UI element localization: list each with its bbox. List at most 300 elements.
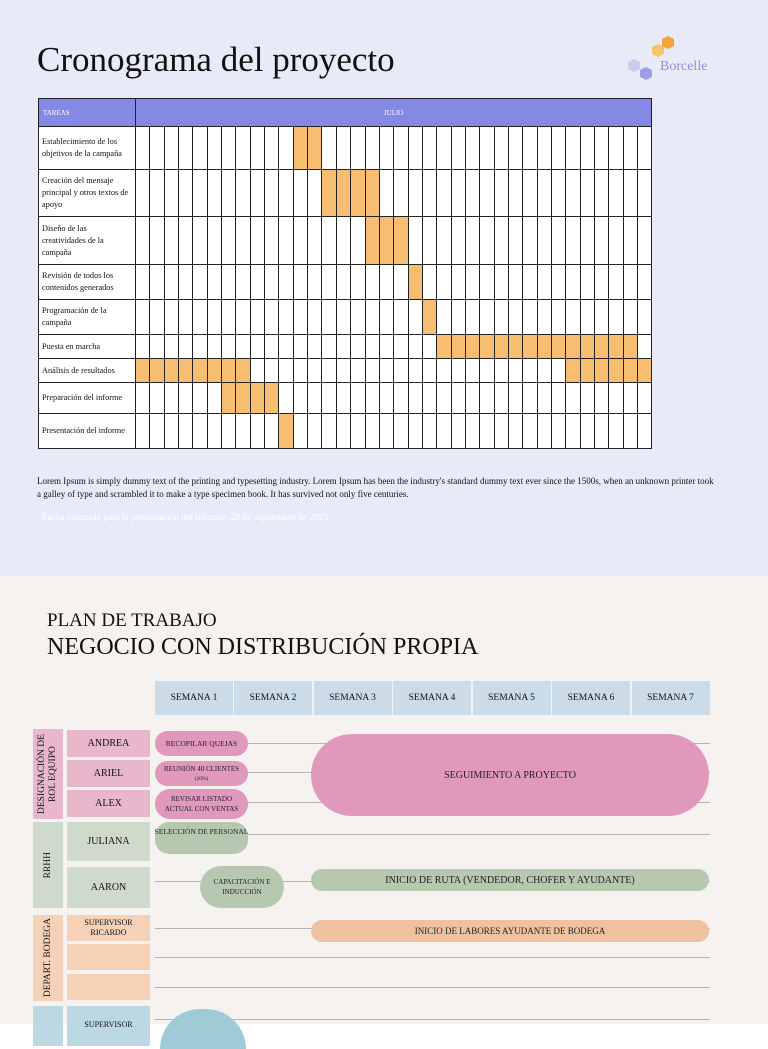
gantt-empty-cell bbox=[279, 265, 293, 300]
gantt-empty-cell bbox=[451, 414, 465, 449]
gantt-empty-cell bbox=[580, 265, 594, 300]
gantt-empty-cell bbox=[394, 265, 408, 300]
person-supervisor-ricardo: SUPERVISOR RICARDO bbox=[67, 915, 150, 941]
gantt-empty-cell bbox=[164, 300, 178, 335]
task-seguimiento-proyecto bbox=[311, 734, 709, 816]
person-andrea: ANDREA bbox=[67, 730, 150, 757]
gantt-bar-cell bbox=[322, 170, 336, 217]
gantt-empty-cell bbox=[236, 265, 250, 300]
gantt-empty-cell bbox=[537, 217, 551, 265]
gantt-empty-cell bbox=[265, 300, 279, 335]
gantt-empty-cell bbox=[279, 359, 293, 383]
gantt-empty-cell bbox=[250, 414, 264, 449]
gantt-empty-cell bbox=[336, 359, 350, 383]
gantt-row bbox=[39, 414, 652, 449]
gantt-empty-cell bbox=[537, 170, 551, 217]
gantt-empty-cell bbox=[136, 170, 150, 217]
task-name: Preparación del informe bbox=[39, 383, 136, 414]
gantt-bar-cell bbox=[408, 265, 422, 300]
gantt-empty-cell bbox=[537, 359, 551, 383]
gantt-empty-cell bbox=[150, 170, 164, 217]
gantt-empty-cell bbox=[179, 383, 193, 414]
gantt-empty-cell bbox=[465, 217, 479, 265]
gantt-empty-cell bbox=[422, 127, 436, 170]
gantt-empty-cell bbox=[365, 383, 379, 414]
gantt-bar-cell bbox=[465, 335, 479, 359]
gantt-bar-cell bbox=[523, 335, 537, 359]
task-label: REVISAR LISTADO ACTUAL CON VENTAS bbox=[164, 795, 239, 813]
week-header: SEMANA 7 bbox=[632, 681, 710, 715]
gantt-empty-cell bbox=[150, 383, 164, 414]
gantt-empty-cell bbox=[265, 414, 279, 449]
gantt-bar-cell bbox=[365, 217, 379, 265]
gantt-empty-cell bbox=[566, 217, 580, 265]
gantt-empty-cell bbox=[164, 217, 178, 265]
gantt-empty-cell bbox=[265, 335, 279, 359]
task-recopilar-quejas bbox=[155, 731, 248, 756]
task-label: SEGUIMIENTO A PROYECTO bbox=[444, 769, 576, 781]
gantt-empty-cell bbox=[351, 359, 365, 383]
page-title: Cronograma del proyecto bbox=[37, 40, 395, 79]
gantt-empty-cell bbox=[279, 335, 293, 359]
gantt-bar-cell bbox=[365, 170, 379, 217]
gantt-empty-cell bbox=[480, 300, 494, 335]
gantt-bar-cell bbox=[623, 335, 637, 359]
gantt-empty-cell bbox=[551, 383, 565, 414]
gantt-empty-cell bbox=[638, 300, 652, 335]
gantt-empty-cell bbox=[193, 335, 207, 359]
gantt-empty-cell bbox=[623, 265, 637, 300]
gantt-empty-cell bbox=[365, 265, 379, 300]
gantt-empty-cell bbox=[537, 383, 551, 414]
gantt-empty-cell bbox=[537, 265, 551, 300]
gantt-empty-cell bbox=[179, 170, 193, 217]
gantt-empty-cell bbox=[279, 170, 293, 217]
gantt-empty-cell bbox=[494, 170, 508, 217]
gantt-empty-cell bbox=[379, 335, 393, 359]
gantt-empty-cell bbox=[408, 170, 422, 217]
gantt-empty-cell bbox=[222, 127, 236, 170]
plan-subtitle: NEGOCIO CON DISTRIBUCIÓN PROPIA bbox=[47, 634, 479, 660]
gantt-empty-cell bbox=[623, 170, 637, 217]
week-header: SEMANA 2 bbox=[234, 681, 312, 715]
gantt-empty-cell bbox=[293, 217, 307, 265]
gantt-bar-cell bbox=[394, 217, 408, 265]
gantt-bar-cell bbox=[279, 414, 293, 449]
gantt-bar-cell bbox=[207, 359, 221, 383]
gantt-empty-cell bbox=[580, 300, 594, 335]
gantt-empty-cell bbox=[422, 265, 436, 300]
gantt-empty-cell bbox=[279, 127, 293, 170]
person-supervisor: SUPERVISOR bbox=[67, 1006, 150, 1046]
gantt-empty-cell bbox=[222, 265, 236, 300]
estimated-date-note: Fecha estimada para la presentación del informe: 29 de septiembre de 2023 bbox=[42, 513, 329, 523]
gantt-empty-cell bbox=[179, 300, 193, 335]
gantt-empty-cell bbox=[293, 414, 307, 449]
task-inicio-ruta bbox=[311, 869, 709, 891]
gantt-empty-cell bbox=[580, 217, 594, 265]
gantt-empty-cell bbox=[308, 414, 322, 449]
gantt-empty-cell bbox=[236, 217, 250, 265]
gantt-empty-cell bbox=[293, 359, 307, 383]
gantt-empty-cell bbox=[537, 127, 551, 170]
gantt-empty-cell bbox=[595, 127, 609, 170]
task-name: Diseño de las creatividades de la campaña bbox=[39, 217, 136, 265]
gantt-empty-cell bbox=[508, 300, 522, 335]
gantt-empty-cell bbox=[623, 300, 637, 335]
gantt-empty-cell bbox=[437, 359, 451, 383]
gantt-empty-cell bbox=[408, 217, 422, 265]
gantt-empty-cell bbox=[136, 383, 150, 414]
task-name: Puesta en marcha bbox=[39, 335, 136, 359]
gantt-empty-cell bbox=[150, 414, 164, 449]
gantt-empty-cell bbox=[523, 414, 537, 449]
gantt-empty-cell bbox=[580, 127, 594, 170]
gantt-empty-cell bbox=[365, 335, 379, 359]
gantt-empty-cell bbox=[351, 300, 365, 335]
gantt-empty-cell bbox=[566, 383, 580, 414]
gantt-bar-cell bbox=[566, 359, 580, 383]
gantt-empty-cell bbox=[379, 300, 393, 335]
group-warehouse bbox=[33, 915, 63, 1001]
gantt-empty-cell bbox=[494, 217, 508, 265]
week-header: SEMANA 4 bbox=[393, 681, 471, 715]
gantt-empty-cell bbox=[222, 414, 236, 449]
gantt-empty-cell bbox=[150, 300, 164, 335]
task-label: INICIO DE RUTA (VENDEDOR, CHOFER Y AYUDANTE) bbox=[385, 874, 635, 886]
gantt-empty-cell bbox=[164, 127, 178, 170]
gantt-empty-cell bbox=[422, 335, 436, 359]
gantt-empty-cell bbox=[638, 383, 652, 414]
gantt-empty-cell bbox=[336, 217, 350, 265]
gantt-empty-cell bbox=[609, 414, 623, 449]
gantt-empty-cell bbox=[566, 265, 580, 300]
gantt-bar-cell bbox=[437, 335, 451, 359]
tasks-column-header: TAREAS bbox=[39, 99, 136, 127]
gantt-empty-cell bbox=[365, 300, 379, 335]
gantt-empty-cell bbox=[193, 414, 207, 449]
gantt-empty-cell bbox=[480, 217, 494, 265]
group-label: DESIGNACIÓN DE ROL EQUIPO bbox=[37, 734, 58, 814]
gantt-bar-cell bbox=[551, 335, 565, 359]
gantt-empty-cell bbox=[638, 335, 652, 359]
person-aaron: AARON bbox=[67, 867, 150, 908]
gantt-empty-cell bbox=[437, 170, 451, 217]
gantt-empty-cell bbox=[279, 383, 293, 414]
gantt-empty-cell bbox=[609, 170, 623, 217]
gantt-empty-cell bbox=[322, 359, 336, 383]
gantt-empty-cell bbox=[322, 414, 336, 449]
gantt-empty-cell bbox=[179, 265, 193, 300]
gantt-empty-cell bbox=[250, 335, 264, 359]
gantt-chart-table bbox=[38, 98, 652, 449]
gantt-empty-cell bbox=[179, 335, 193, 359]
gantt-empty-cell bbox=[523, 170, 537, 217]
gantt-empty-cell bbox=[494, 383, 508, 414]
gantt-empty-cell bbox=[207, 335, 221, 359]
plan-title: PLAN DE TRABAJO bbox=[47, 610, 217, 631]
task-revisar-listado bbox=[155, 789, 248, 819]
gantt-empty-cell bbox=[236, 300, 250, 335]
gantt-empty-cell bbox=[164, 383, 178, 414]
gantt-empty-cell bbox=[609, 383, 623, 414]
gantt-bar-cell bbox=[580, 335, 594, 359]
gantt-empty-cell bbox=[523, 300, 537, 335]
gantt-empty-cell bbox=[523, 217, 537, 265]
gantt-empty-cell bbox=[207, 170, 221, 217]
gantt-empty-cell bbox=[480, 265, 494, 300]
gantt-empty-cell bbox=[609, 127, 623, 170]
gantt-empty-cell bbox=[250, 300, 264, 335]
gantt-empty-cell bbox=[566, 127, 580, 170]
gantt-empty-cell bbox=[193, 217, 207, 265]
week-header: SEMANA 3 bbox=[314, 681, 392, 715]
gantt-bar-cell bbox=[451, 335, 465, 359]
task-label: SELECCIÓN DE PERSONAL bbox=[154, 827, 249, 836]
gantt-empty-cell bbox=[551, 217, 565, 265]
gantt-empty-cell bbox=[465, 383, 479, 414]
gantt-empty-cell bbox=[308, 359, 322, 383]
gantt-empty-cell bbox=[207, 217, 221, 265]
gantt-empty-cell bbox=[551, 127, 565, 170]
gantt-empty-cell bbox=[222, 335, 236, 359]
gantt-empty-cell bbox=[523, 359, 537, 383]
gantt-bar-cell bbox=[508, 335, 522, 359]
gantt-bar-cell bbox=[136, 359, 150, 383]
gantt-empty-cell bbox=[265, 217, 279, 265]
gantt-empty-cell bbox=[595, 383, 609, 414]
gantt-empty-cell bbox=[351, 414, 365, 449]
gantt-bar-cell bbox=[236, 383, 250, 414]
gantt-empty-cell bbox=[394, 359, 408, 383]
task-label: INICIO DE LABORES AYUDANTE DE BODEGA bbox=[414, 926, 606, 936]
gantt-bar-cell bbox=[623, 359, 637, 383]
gantt-empty-cell bbox=[293, 383, 307, 414]
gantt-empty-cell bbox=[308, 217, 322, 265]
gantt-empty-cell bbox=[451, 217, 465, 265]
gantt-empty-cell bbox=[451, 170, 465, 217]
task-name: Establecimiento de los objetivos de la campaña bbox=[39, 127, 136, 170]
gantt-empty-cell bbox=[351, 265, 365, 300]
gantt-empty-cell bbox=[494, 359, 508, 383]
task-unlabeled-blue bbox=[160, 1009, 246, 1049]
gantt-empty-cell bbox=[451, 127, 465, 170]
gantt-empty-cell bbox=[365, 127, 379, 170]
task-name: Programación de la campaña bbox=[39, 300, 136, 335]
gantt-empty-cell bbox=[379, 127, 393, 170]
gantt-empty-cell bbox=[465, 359, 479, 383]
gantt-empty-cell bbox=[308, 383, 322, 414]
gantt-empty-cell bbox=[322, 265, 336, 300]
gantt-empty-cell bbox=[595, 170, 609, 217]
gantt-empty-cell bbox=[551, 300, 565, 335]
gantt-empty-cell bbox=[465, 127, 479, 170]
gantt-empty-cell bbox=[595, 265, 609, 300]
gantt-empty-cell bbox=[480, 383, 494, 414]
gantt-empty-cell bbox=[365, 359, 379, 383]
gantt-row bbox=[39, 359, 652, 383]
gantt-empty-cell bbox=[595, 414, 609, 449]
gantt-empty-cell bbox=[293, 265, 307, 300]
gantt-empty-cell bbox=[351, 217, 365, 265]
gantt-empty-cell bbox=[465, 300, 479, 335]
gantt-empty-cell bbox=[164, 265, 178, 300]
group-label: RRHH bbox=[42, 851, 53, 879]
gantt-empty-cell bbox=[193, 127, 207, 170]
gantt-empty-cell bbox=[638, 170, 652, 217]
gantt-empty-cell bbox=[394, 170, 408, 217]
gantt-empty-cell bbox=[508, 414, 522, 449]
gantt-empty-cell bbox=[207, 127, 221, 170]
gantt-empty-cell bbox=[494, 300, 508, 335]
gantt-empty-cell bbox=[193, 170, 207, 217]
task-label: REUNIÓN 40 CLIENTES bbox=[163, 764, 240, 773]
gantt-empty-cell bbox=[494, 414, 508, 449]
task-name: Creación del mensaje principal y otros textos de apoyo bbox=[39, 170, 136, 217]
gantt-empty-cell bbox=[508, 265, 522, 300]
week-header: SEMANA 6 bbox=[552, 681, 630, 715]
group-unlabeled bbox=[33, 1006, 63, 1046]
gantt-empty-cell bbox=[136, 217, 150, 265]
gantt-bar-cell bbox=[222, 359, 236, 383]
gantt-bar-cell bbox=[250, 383, 264, 414]
gantt-empty-cell bbox=[508, 127, 522, 170]
gantt-empty-cell bbox=[508, 170, 522, 217]
task-name: Análisis de resultados bbox=[39, 359, 136, 383]
gantt-bar-cell bbox=[422, 300, 436, 335]
month-column-header: JULIO bbox=[136, 99, 652, 127]
person-empty-slot bbox=[67, 974, 150, 1000]
gantt-empty-cell bbox=[322, 300, 336, 335]
person-empty-slot bbox=[67, 944, 150, 970]
gantt-empty-cell bbox=[408, 335, 422, 359]
gantt-empty-cell bbox=[250, 170, 264, 217]
gantt-empty-cell bbox=[265, 265, 279, 300]
gantt-empty-cell bbox=[551, 265, 565, 300]
gantt-bar-cell bbox=[609, 359, 623, 383]
gantt-empty-cell bbox=[623, 217, 637, 265]
gantt-bar-cell bbox=[265, 383, 279, 414]
gantt-bar-cell bbox=[351, 170, 365, 217]
gantt-bar-cell bbox=[480, 335, 494, 359]
gantt-empty-cell bbox=[179, 127, 193, 170]
gantt-empty-cell bbox=[308, 335, 322, 359]
gantt-empty-cell bbox=[150, 127, 164, 170]
gantt-bar-cell bbox=[638, 359, 652, 383]
gantt-empty-cell bbox=[638, 217, 652, 265]
gantt-empty-cell bbox=[279, 217, 293, 265]
gantt-bar-cell bbox=[595, 359, 609, 383]
gantt-empty-cell bbox=[322, 383, 336, 414]
gantt-empty-cell bbox=[207, 300, 221, 335]
gantt-empty-cell bbox=[408, 359, 422, 383]
gantt-empty-cell bbox=[609, 300, 623, 335]
gantt-empty-cell bbox=[566, 300, 580, 335]
gantt-empty-cell bbox=[379, 170, 393, 217]
gantt-empty-cell bbox=[322, 217, 336, 265]
person-alex: ALEX bbox=[67, 790, 150, 817]
gantt-bar-cell bbox=[293, 127, 307, 170]
gantt-bar-cell bbox=[566, 335, 580, 359]
gantt-bar-cell bbox=[308, 127, 322, 170]
gantt-empty-cell bbox=[351, 127, 365, 170]
gantt-empty-cell bbox=[193, 265, 207, 300]
gantt-empty-cell bbox=[250, 359, 264, 383]
gantt-empty-cell bbox=[136, 335, 150, 359]
gantt-empty-cell bbox=[236, 170, 250, 217]
gantt-empty-cell bbox=[437, 265, 451, 300]
gantt-empty-cell bbox=[623, 127, 637, 170]
row-guide-line bbox=[155, 1019, 710, 1020]
gantt-bar-cell bbox=[150, 359, 164, 383]
gantt-empty-cell bbox=[422, 383, 436, 414]
gantt-empty-cell bbox=[437, 414, 451, 449]
gantt-empty-cell bbox=[179, 414, 193, 449]
group-team-roles bbox=[33, 729, 63, 819]
task-inicio-labores-bodega bbox=[311, 920, 709, 942]
gantt-empty-cell bbox=[580, 383, 594, 414]
gantt-empty-cell bbox=[207, 265, 221, 300]
gantt-row bbox=[39, 217, 652, 265]
group-hr bbox=[33, 822, 63, 908]
gantt-empty-cell bbox=[164, 170, 178, 217]
gantt-empty-cell bbox=[480, 414, 494, 449]
brand-name: Borcelle bbox=[660, 59, 708, 74]
gantt-empty-cell bbox=[351, 335, 365, 359]
gantt-bar-cell bbox=[494, 335, 508, 359]
gantt-empty-cell bbox=[451, 265, 465, 300]
gantt-empty-cell bbox=[250, 265, 264, 300]
gantt-empty-cell bbox=[609, 265, 623, 300]
gantt-empty-cell bbox=[236, 414, 250, 449]
gantt-empty-cell bbox=[136, 300, 150, 335]
gantt-empty-cell bbox=[136, 414, 150, 449]
gantt-empty-cell bbox=[308, 265, 322, 300]
week-header: SEMANA 5 bbox=[473, 681, 551, 715]
gantt-empty-cell bbox=[580, 414, 594, 449]
gantt-empty-cell bbox=[408, 414, 422, 449]
gantt-empty-cell bbox=[480, 127, 494, 170]
gantt-empty-cell bbox=[136, 127, 150, 170]
task-label: CAPACITACIÓN E INDUCCIÓN bbox=[213, 878, 271, 896]
gantt-empty-cell bbox=[336, 265, 350, 300]
gantt-empty-cell bbox=[164, 414, 178, 449]
gantt-empty-cell bbox=[394, 383, 408, 414]
gantt-empty-cell bbox=[508, 383, 522, 414]
work-plan-section bbox=[0, 576, 768, 1029]
gantt-empty-cell bbox=[638, 127, 652, 170]
gantt-row bbox=[39, 383, 652, 414]
gantt-bar-cell bbox=[164, 359, 178, 383]
gantt-empty-cell bbox=[150, 217, 164, 265]
group-label: DEPART. BODEGA bbox=[42, 918, 53, 998]
gantt-empty-cell bbox=[551, 359, 565, 383]
gantt-empty-cell bbox=[595, 300, 609, 335]
gantt-empty-cell bbox=[422, 217, 436, 265]
gantt-empty-cell bbox=[293, 170, 307, 217]
gantt-row bbox=[39, 335, 652, 359]
gantt-empty-cell bbox=[566, 414, 580, 449]
gantt-empty-cell bbox=[150, 335, 164, 359]
gantt-bar-cell bbox=[179, 359, 193, 383]
gantt-empty-cell bbox=[595, 217, 609, 265]
gantt-empty-cell bbox=[322, 127, 336, 170]
gantt-empty-cell bbox=[293, 300, 307, 335]
gantt-empty-cell bbox=[222, 300, 236, 335]
gantt-empty-cell bbox=[336, 383, 350, 414]
gantt-empty-cell bbox=[336, 335, 350, 359]
gantt-empty-cell bbox=[308, 300, 322, 335]
